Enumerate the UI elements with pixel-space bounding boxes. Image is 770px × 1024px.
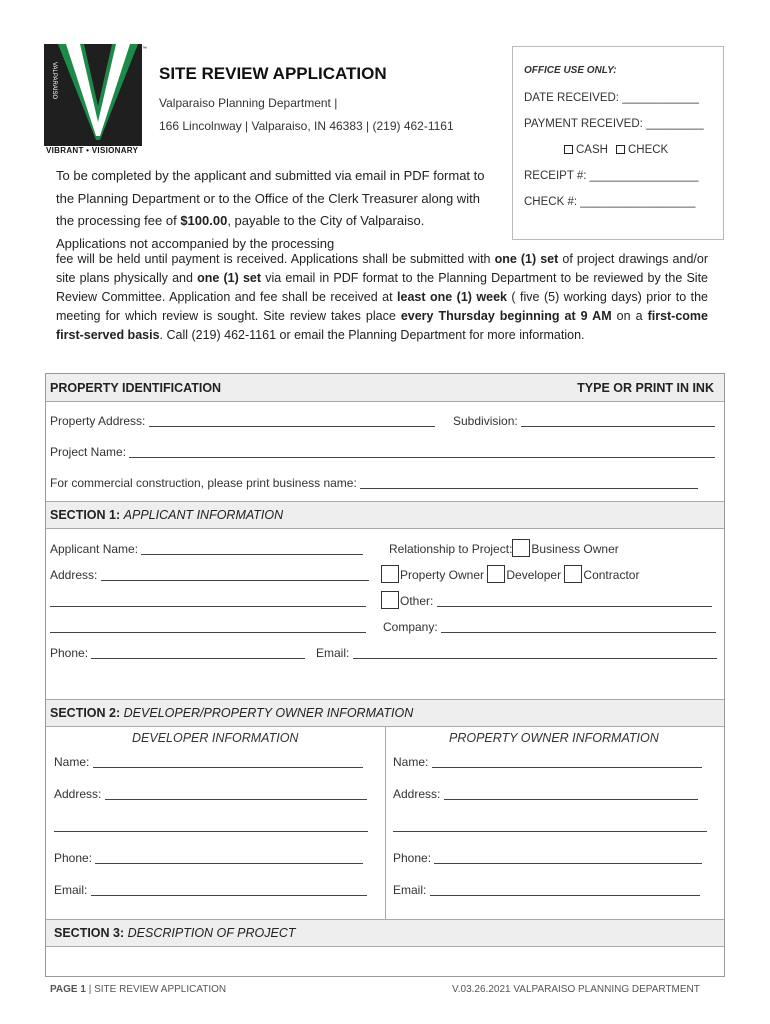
property-owner-checkbox[interactable] xyxy=(381,565,399,583)
department-address: 166 Lincolnway | Valparaiso, IN 46383 | (219) 462-1161 xyxy=(159,119,454,133)
phone-row xyxy=(50,646,305,660)
section-1-title xyxy=(50,508,283,522)
company-input[interactable] xyxy=(441,621,716,633)
business-owner-checkbox[interactable] xyxy=(512,539,530,557)
section-2-prefix: SECTION 2: xyxy=(50,706,121,720)
developer-address-input-2[interactable] xyxy=(54,820,368,832)
intro2-text-g: . Call (219) 462-1161 or email the Planning Department for more information. xyxy=(159,328,585,342)
cash-label: CASH xyxy=(576,144,608,156)
applicant-address-input[interactable] xyxy=(101,569,369,581)
footer-page-number: PAGE 1 xyxy=(50,984,86,995)
section-3-label: DESCRIPTION OF PROJECT xyxy=(127,926,296,940)
owner-info-heading: PROPERTY OWNER INFORMATION xyxy=(449,731,659,745)
applicant-name-input[interactable] xyxy=(141,543,363,555)
applicant-address-label: Address: xyxy=(50,568,98,582)
other-input[interactable] xyxy=(437,595,712,607)
cash-checkbox[interactable] xyxy=(564,145,573,154)
page-title: SITE REVIEW APPLICATION xyxy=(159,64,387,83)
ink-note: TYPE OR PRINT IN INK xyxy=(577,380,714,395)
footer-version: V.03.26.2021 VALPARAISO PLANNING DEPARTMENT xyxy=(452,984,700,995)
developer-info-heading: DEVELOPER INFORMATION xyxy=(132,731,299,745)
intro-text-a: To be completed by the applicant and submitted via email in PDF format to the Planning Department or to the Office of the Clerk Treasurer along with the processing fee of xyxy=(56,168,485,228)
developer-email-label: Email: xyxy=(54,883,88,897)
applicant-address-row xyxy=(50,568,369,582)
project-name-row xyxy=(50,445,715,459)
valparaiso-logo xyxy=(44,44,148,156)
applicant-address-input-3[interactable] xyxy=(50,621,366,633)
column-divider xyxy=(385,727,386,919)
application-form xyxy=(45,373,725,977)
payment-method-group xyxy=(524,144,723,156)
applicant-address-input-2[interactable] xyxy=(50,595,366,607)
contractor-label: Contractor xyxy=(583,568,640,582)
check-checkbox[interactable] xyxy=(616,145,625,154)
applicant-email-label: Email: xyxy=(316,646,350,660)
owner-name-label: Name: xyxy=(393,755,429,769)
owner-address-input[interactable] xyxy=(444,788,698,800)
intro2-text-c: of project drawings and/or site plans physically and xyxy=(56,252,708,285)
business-name-input[interactable] xyxy=(360,477,698,489)
developer-phone-label: Phone: xyxy=(54,851,93,865)
logo-tagline: VIBRANT • VISIONARY xyxy=(46,146,139,155)
developer-checkbox[interactable] xyxy=(487,565,505,583)
check-option[interactable] xyxy=(616,144,668,156)
owner-phone-row xyxy=(393,851,702,865)
footer-doc-name: | SITE REVIEW APPLICATION xyxy=(85,984,227,995)
intro2-text-f: on a xyxy=(611,309,648,323)
property-identification-header xyxy=(46,374,724,402)
intro-paragraph-1 xyxy=(56,165,496,255)
project-name-input[interactable] xyxy=(129,446,715,458)
business-name-row xyxy=(50,476,698,490)
applicant-name-label: Applicant Name: xyxy=(50,542,139,556)
office-use-heading: OFFICE USE ONLY: xyxy=(524,65,617,76)
other-label: Other: xyxy=(400,594,434,608)
date-received-field[interactable]: DATE RECEIVED: ____________ xyxy=(524,92,699,104)
section-1-label: APPLICANT INFORMATION xyxy=(123,508,284,522)
section-3-prefix: SECTION 3: xyxy=(54,926,125,940)
company-row xyxy=(383,620,716,634)
relationship-options-row xyxy=(381,565,639,583)
developer-name-label: Name: xyxy=(54,755,90,769)
property-address-input[interactable] xyxy=(149,415,435,427)
applicant-email-input[interactable] xyxy=(353,647,717,659)
owner-address-label: Address: xyxy=(393,787,441,801)
intro2-bold-4: every Thursday beginning at 9 AM xyxy=(400,309,612,323)
section-1-header xyxy=(46,501,724,529)
intro2-bold-3: least one (1) week xyxy=(397,290,507,304)
contractor-checkbox[interactable] xyxy=(564,565,582,583)
applicant-address-line-2 xyxy=(50,594,366,608)
relationship-row xyxy=(389,539,619,557)
business-name-label: For commercial construction, please print business name: xyxy=(50,476,357,490)
owner-email-row xyxy=(393,883,700,897)
owner-phone-input[interactable] xyxy=(434,852,702,864)
project-description-area[interactable] xyxy=(46,947,724,1005)
applicant-name-row xyxy=(50,542,363,556)
developer-address-row xyxy=(54,787,367,801)
intro2-text-e: ( five (5) working days) prior to the meeting for which review is sought. Site review takes place xyxy=(56,290,708,323)
subdivision-input[interactable] xyxy=(521,415,715,427)
developer-address-line-2 xyxy=(54,819,368,833)
owner-email-input[interactable] xyxy=(430,884,700,896)
business-owner-label: Business Owner xyxy=(531,542,619,556)
section-2-label: DEVELOPER/PROPERTY OWNER INFORMATION xyxy=(123,706,414,720)
applicant-phone-label: Phone: xyxy=(50,646,89,660)
intro2-bold-1: one (1) set xyxy=(494,252,559,266)
intro-paragraph-2 xyxy=(56,250,708,345)
intro2-text-d: via email in PDF format to the Planning Department to be reviewed by the Site Review Committee. Application and fee shall be received at xyxy=(56,271,709,304)
other-row xyxy=(381,591,712,609)
property-address-row xyxy=(50,414,435,428)
applicant-information-section xyxy=(46,529,724,699)
receipt-number-field[interactable]: RECEIPT #: _________________ xyxy=(524,170,699,182)
section-3-header xyxy=(46,919,724,947)
company-label: Company: xyxy=(383,620,438,634)
intro2-text-a: fee will be held until payment is received. Applications shall be submitted with xyxy=(56,252,495,266)
developer-name-input[interactable] xyxy=(93,756,363,768)
cash-option[interactable] xyxy=(564,144,608,156)
developer-label: Developer xyxy=(506,568,562,582)
intro2-bold-5: first-come first-served basis xyxy=(56,309,708,342)
developer-address-label: Address: xyxy=(54,787,102,801)
payment-received-field[interactable]: PAYMENT RECEIVED: _________ xyxy=(524,118,704,130)
property-address-label: Property Address: xyxy=(50,414,146,428)
developer-phone-input[interactable] xyxy=(95,852,363,864)
developer-address-input[interactable] xyxy=(105,788,367,800)
trademark-symbol: ™ xyxy=(142,46,147,52)
email-row xyxy=(316,646,717,660)
section-2-header xyxy=(46,699,724,727)
owner-address-line-2 xyxy=(393,819,707,833)
check-label: CHECK xyxy=(627,144,669,156)
subdivision-row xyxy=(453,414,715,428)
processing-fee: $100.00 xyxy=(180,213,228,228)
owner-address-input-2[interactable] xyxy=(393,820,707,832)
owner-email-label: Email: xyxy=(393,883,427,897)
relationship-label: Relationship to Project: xyxy=(389,542,513,556)
section-3-title xyxy=(54,926,295,940)
intro-text-b: , payable to the City of Valparaiso. Applications not accompanied by the processing xyxy=(56,213,425,251)
footer-left xyxy=(50,984,226,995)
owner-address-row xyxy=(393,787,698,801)
subdivision-label: Subdivision: xyxy=(453,414,518,428)
developer-owner-section xyxy=(46,727,724,919)
logo-vertical-text: VALPARAISO xyxy=(51,62,57,100)
project-name-label: Project Name: xyxy=(50,445,127,459)
check-number-field[interactable]: CHECK #: __________________ xyxy=(524,196,696,208)
office-use-box xyxy=(512,46,724,240)
owner-phone-label: Phone: xyxy=(393,851,432,865)
department-name: Valparaiso Planning Department | xyxy=(159,96,338,110)
section-1-prefix: SECTION 1: xyxy=(50,508,121,522)
developer-phone-row xyxy=(54,851,363,865)
property-owner-label: Property Owner xyxy=(400,568,485,582)
property-identification-section xyxy=(46,402,724,501)
developer-email-row xyxy=(54,883,367,897)
developer-email-input[interactable] xyxy=(91,884,367,896)
other-checkbox[interactable] xyxy=(381,591,399,609)
property-heading: PROPERTY IDENTIFICATION xyxy=(50,380,222,395)
section-2-title xyxy=(50,706,413,720)
intro2-bold-2: one (1) set xyxy=(197,271,262,285)
owner-name-input[interactable] xyxy=(432,756,702,768)
applicant-address-line-3 xyxy=(50,620,366,634)
owner-name-row xyxy=(393,755,702,769)
developer-name-row xyxy=(54,755,363,769)
applicant-phone-input[interactable] xyxy=(91,647,305,659)
